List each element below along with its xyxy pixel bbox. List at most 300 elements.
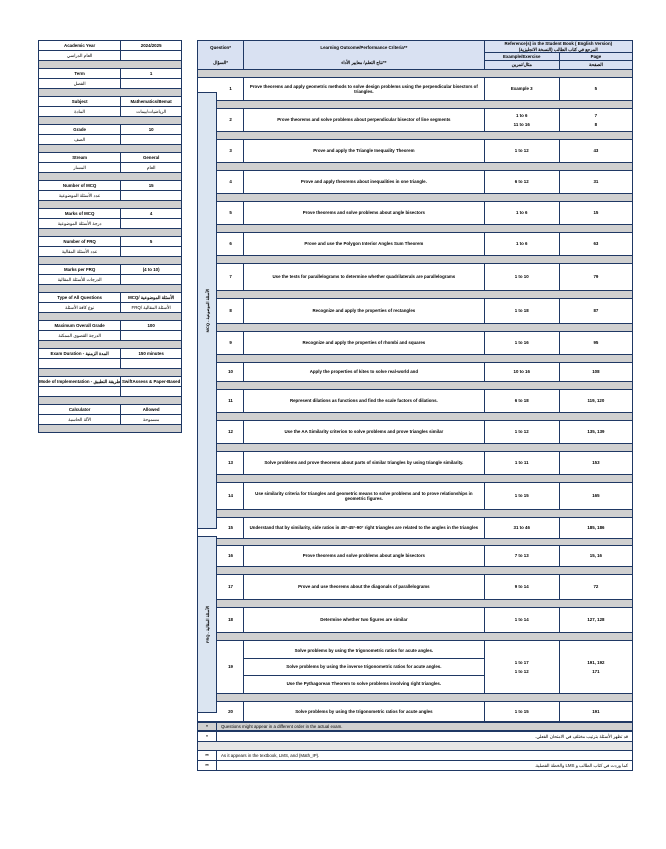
page-text: 63 <box>593 241 599 247</box>
info-spacer <box>39 397 182 405</box>
info-label-en: Maximum Overall Grade <box>54 322 105 328</box>
question-header-ar: السؤال* <box>213 60 228 65</box>
question-page <box>559 233 632 256</box>
info-label-en: Stream <box>72 154 88 160</box>
question-outcome <box>244 109 485 132</box>
info-value-text: (4 to 10) <box>142 266 160 272</box>
info-value <box>121 321 182 331</box>
info-row <box>39 293 182 303</box>
example-header-ar: مثال/تمرين <box>484 61 559 70</box>
question-number: 18 <box>198 608 244 633</box>
info-label <box>39 265 121 275</box>
outcome-text: Prove and use theorems about the diagonals of parallelograms <box>298 584 430 590</box>
question-example <box>484 264 559 291</box>
question-number: 2 <box>198 109 244 132</box>
question-number: 13 <box>198 452 244 475</box>
info-spacer <box>39 425 182 433</box>
info-row-ar <box>39 219 182 229</box>
example-text: 1 to 17 <box>514 659 529 665</box>
row-spacer <box>198 567 633 575</box>
question-page <box>559 140 632 163</box>
info-value <box>121 69 182 79</box>
question-example <box>484 202 559 225</box>
question-page <box>559 299 632 324</box>
row-spacer <box>198 475 633 483</box>
example-text-2: 1 to 12 <box>514 669 529 674</box>
question-outcome <box>244 332 485 355</box>
info-label-ar: الآلة الحاسبة <box>39 415 121 425</box>
example-text: 1 to 6 <box>515 112 528 118</box>
info-spacer <box>39 117 182 125</box>
info-value-ar: مسموحة <box>121 415 182 425</box>
question-page <box>559 78 632 101</box>
info-spacer <box>39 369 182 377</box>
question-outcome <box>244 452 485 475</box>
question-number: 5 <box>198 202 244 225</box>
question-example <box>484 641 559 694</box>
info-label-en: Number of FRQ <box>63 238 96 244</box>
info-row-ar <box>39 275 182 285</box>
question-page <box>559 171 632 194</box>
page-text: 31 <box>593 179 599 185</box>
question-example <box>484 140 559 163</box>
outcome-text-3: Use the Pythagorean Theorem to solve problems involving right triangles. <box>244 675 484 686</box>
info-label-en: Academic Year <box>64 42 96 48</box>
row-spacer <box>198 101 633 109</box>
info-value-ar <box>121 247 182 257</box>
info-value-ar: الرياضيات/بيمات <box>121 107 182 117</box>
info-row <box>39 41 182 51</box>
info-label-ar: الفصل <box>39 79 121 89</box>
question-page <box>559 332 632 355</box>
info-value-text: MCQ/ الأسئلة الموضوعية <box>128 294 175 300</box>
info-value <box>121 97 182 107</box>
info-row <box>39 69 182 79</box>
info-row-ar <box>39 415 182 425</box>
info-value <box>121 349 182 359</box>
row-spacer <box>198 444 633 452</box>
info-label-ar <box>39 359 121 369</box>
info-row-ar <box>39 247 182 257</box>
outcome-text: Apply the properties of kites to solve real-world and <box>309 369 419 375</box>
row-spacer <box>198 539 633 546</box>
outcome-text: Prove theorems and solve problems about perpendicular bisector of line segments <box>277 117 451 123</box>
info-row-ar <box>39 359 182 369</box>
info-row <box>39 181 182 191</box>
example-text: 1 to 6 <box>515 241 528 247</box>
question-outcome <box>244 546 485 567</box>
info-value-ar <box>121 79 182 89</box>
outcome-text: Solve problems and prove theorems about parts of similar triangles by using triangle similarity. <box>264 460 464 466</box>
reference-header-ar: المرجع في كتاب الطالب (النسخة الانجليزية) <box>518 46 598 52</box>
question-row <box>198 264 633 291</box>
info-label-ar: عدد الأسئلة المقالية <box>39 247 121 257</box>
question-number: 3 <box>198 140 244 163</box>
exam-info-body <box>39 41 182 433</box>
outcome-text: Prove and apply theorems about inequalities in one triangle. <box>300 179 427 185</box>
outcome-text: Use the AA Similarity criterion to solve problems and prove triangles similar <box>284 429 444 435</box>
info-value-text: 2024/2025 <box>140 42 162 48</box>
question-outcome <box>244 390 485 413</box>
info-label <box>39 293 121 303</box>
question-example <box>484 332 559 355</box>
question-page <box>559 363 632 382</box>
info-label <box>39 125 121 135</box>
outcome-text: Determine whether two figures are similar <box>320 617 408 623</box>
outcome-text: Prove theorems and apply geometric methods to solve design problems using the perpendicular bisectors of triangles. <box>249 83 478 94</box>
info-label-ar: عدد الأسئلة الموضوعية <box>39 191 121 201</box>
info-value-ar <box>121 331 182 341</box>
question-example <box>484 483 559 510</box>
example-text: 1 to 18 <box>514 308 529 314</box>
info-value <box>121 377 182 387</box>
info-label <box>39 209 121 219</box>
page-header-ar: الصفحة <box>559 61 632 70</box>
footnote-row <box>198 722 633 732</box>
question-example <box>484 299 559 324</box>
header-spacer <box>198 70 633 78</box>
outcome-header-en: Learning Outcome/Performance Criteria** <box>320 44 408 50</box>
reference-header-en: Reference(s) in the Student Book ( English Version) <box>504 41 613 47</box>
question-row <box>198 363 633 382</box>
question-page <box>559 575 632 600</box>
question-outcome <box>244 483 485 510</box>
info-value-text: Allowed <box>142 406 160 412</box>
footnote-key: * <box>198 722 217 732</box>
info-spacer <box>39 145 182 153</box>
info-label-en: Type of All Questions <box>57 294 102 300</box>
info-value <box>121 181 182 191</box>
row-spacer <box>198 510 633 518</box>
exam-coverage-table <box>197 40 633 731</box>
header-row-1 <box>198 41 633 53</box>
info-row <box>39 153 182 163</box>
info-label <box>39 41 121 51</box>
question-example <box>484 575 559 600</box>
info-label <box>39 181 121 191</box>
question-row <box>198 641 633 694</box>
info-value-ar <box>121 387 182 397</box>
info-label-en: Marks per FRQ <box>64 266 96 272</box>
footnote-text: As it appears in the textbook, LMS, and (Math_IP). <box>217 751 633 761</box>
question-number: 14 <box>198 483 244 510</box>
page-text: 87 <box>593 308 599 314</box>
question-page <box>559 702 632 723</box>
info-spacer <box>39 257 182 265</box>
info-value-ar <box>121 191 182 201</box>
info-label-en: Grade <box>73 126 86 132</box>
info-row <box>39 405 182 415</box>
question-outcome <box>244 421 485 444</box>
question-row <box>198 390 633 413</box>
outcome-text: Prove and apply the Triangle Inequality Theorem <box>313 148 415 154</box>
section-frq-label <box>197 536 217 713</box>
info-label-ar: نوع كافة الأسئلة <box>39 303 121 313</box>
info-label-en: Calculator <box>68 406 91 412</box>
info-value <box>121 125 182 135</box>
info-label <box>39 153 121 163</box>
question-header-en: Question* <box>210 44 231 50</box>
info-label-en: Mode of Implementation - طريقة التطبيق <box>39 378 121 384</box>
info-spacer <box>39 89 182 97</box>
question-example <box>484 518 559 539</box>
example-text: 31 to 46 <box>513 525 530 531</box>
example-text: 1 to 15 <box>514 493 529 499</box>
question-row <box>198 78 633 101</box>
row-spacer <box>198 225 633 233</box>
info-row <box>39 125 182 135</box>
info-label-ar: المسار <box>39 163 121 173</box>
question-outcome <box>244 264 485 291</box>
outcome-text: Prove theorems and solve problems about angle bisectors <box>302 210 425 216</box>
example-header-en: Example/Exercise <box>484 53 559 61</box>
page-text: 43 <box>593 148 599 154</box>
info-value-text: 15 <box>148 182 154 188</box>
info-value-ar <box>121 359 182 369</box>
info-row <box>39 97 182 107</box>
section-frq-label-text: FRQ - الأسئلة المقالية <box>204 606 210 643</box>
info-value-ar <box>121 135 182 145</box>
question-number: 8 <box>198 299 244 324</box>
question-row <box>198 608 633 633</box>
row-spacer <box>198 413 633 421</box>
info-value <box>121 153 182 163</box>
page-text: 15, 16 <box>589 553 603 559</box>
footnote-key: ** <box>198 751 217 761</box>
info-value-text: SwiftAssess & Paper-Based <box>121 378 181 384</box>
info-spacer <box>39 285 182 293</box>
info-row <box>39 209 182 219</box>
question-row <box>198 546 633 567</box>
question-outcome <box>244 363 485 382</box>
page-text-2: 171 <box>592 669 600 674</box>
info-label-ar: العام الدراسي <box>39 51 121 61</box>
question-outcome <box>244 202 485 225</box>
info-value <box>121 265 182 275</box>
outcome-text: Use the tests for parallelograms to determine whether quadrilaterals are parallelograms <box>272 274 456 280</box>
question-number: 6 <box>198 233 244 256</box>
footnote-row <box>198 732 633 742</box>
question-number: 15 <box>198 518 244 539</box>
info-value-text: 1 <box>149 70 153 76</box>
question-example <box>484 452 559 475</box>
question-outcome <box>244 233 485 256</box>
question-outcome <box>244 608 485 633</box>
page-text-2: 8 <box>594 122 598 127</box>
outcome-text: Recognize and apply the properties of rhombi and squares <box>302 340 426 346</box>
info-label-ar <box>39 387 121 397</box>
info-label-ar: الدرجة القصوى الممكنة <box>39 331 121 341</box>
info-value-text: 100 <box>147 322 155 328</box>
row-spacer <box>198 355 633 363</box>
page-text: 7 <box>594 112 598 118</box>
info-spacer <box>39 173 182 181</box>
row-spacer <box>198 633 633 641</box>
info-value <box>121 41 182 51</box>
question-row <box>198 202 633 225</box>
question-number: 12 <box>198 421 244 444</box>
page-text: 15 <box>593 210 599 216</box>
question-outcome <box>244 299 485 324</box>
row-spacer <box>198 256 633 264</box>
info-value-text: General <box>142 154 160 160</box>
outcome-text: Recognize and apply the properties of rectangles <box>312 308 416 314</box>
question-example <box>484 233 559 256</box>
info-label <box>39 349 121 359</box>
question-outcome <box>244 78 485 101</box>
question-example <box>484 390 559 413</box>
footnotes-body <box>198 722 633 771</box>
info-row-ar <box>39 331 182 341</box>
footnote-text: Questions might appear in a different order in the actual exam. <box>217 722 633 732</box>
question-number: 17 <box>198 575 244 600</box>
footnote-text: كما وردت في كتاب الطالب و LMS والخطة الفصلية. <box>217 761 633 771</box>
example-text: Example 3 <box>510 86 533 92</box>
footnote-row <box>198 751 633 761</box>
outcome-header-ar: نتاج التعلم/ معايير الأداء** <box>341 60 387 65</box>
info-value <box>121 293 182 303</box>
page-text: 135, 139 <box>587 429 605 435</box>
question-example <box>484 78 559 101</box>
question-row <box>198 702 633 723</box>
info-spacer <box>39 229 182 237</box>
section-mcq-label <box>197 92 217 529</box>
info-spacer <box>39 313 182 321</box>
question-example <box>484 546 559 567</box>
row-spacer <box>198 163 633 171</box>
question-page <box>559 546 632 567</box>
question-number: 16 <box>198 546 244 567</box>
example-text: 6 to 18 <box>514 398 529 404</box>
info-value <box>121 405 182 415</box>
info-row <box>39 265 182 275</box>
question-row <box>198 233 633 256</box>
page-text: 95 <box>593 340 599 346</box>
question-row <box>198 140 633 163</box>
question-outcome <box>244 140 485 163</box>
footnote-key: * <box>198 732 217 742</box>
footnotes-table <box>197 721 633 771</box>
example-text: 1 to 12 <box>514 429 529 435</box>
info-label-en: Exam Duration - المدة الزمنية <box>50 350 109 356</box>
example-text: 1 to 14 <box>514 617 529 623</box>
question-page <box>559 390 632 413</box>
info-label-ar: درجة الأسئلة الموضوعية <box>39 219 121 229</box>
outcome-text: Use similarity criteria for triangles and geometric means to solve problems and to prove relationships in geometric figures. <box>255 490 473 501</box>
info-label <box>39 405 121 415</box>
info-spacer <box>39 61 182 69</box>
outcome-header <box>244 41 485 70</box>
row-spacer <box>198 600 633 608</box>
info-value-text: 150 minutes <box>138 350 164 356</box>
info-label-ar: الدرجات للأسئلة المقالية <box>39 275 121 285</box>
row-spacer <box>198 291 633 299</box>
page-text: 165 <box>592 493 600 499</box>
row-spacer <box>198 194 633 202</box>
question-number: 19 <box>198 641 244 694</box>
question-rows <box>198 78 633 731</box>
question-example <box>484 363 559 382</box>
question-page <box>559 518 632 539</box>
footnote-spacer <box>198 742 633 751</box>
info-row <box>39 377 182 387</box>
info-spacer <box>39 341 182 349</box>
question-page <box>559 109 632 132</box>
question-row <box>198 332 633 355</box>
question-page <box>559 264 632 291</box>
question-row <box>198 575 633 600</box>
info-label-en: Number of MCQ <box>62 182 97 188</box>
outcome-text: Solve problems by using the trigonometric ratios for acute angles <box>295 709 433 715</box>
page-text: 72 <box>593 584 599 590</box>
info-value-ar <box>121 51 182 61</box>
info-label <box>39 377 121 387</box>
question-outcome <box>244 518 485 539</box>
example-text: 9 to 14 <box>514 584 529 590</box>
question-example <box>484 109 559 132</box>
info-row-ar <box>39 79 182 89</box>
example-text: 6 to 12 <box>514 179 529 185</box>
question-outcome <box>244 702 485 723</box>
question-page <box>559 483 632 510</box>
info-value-ar: FRQ/ الأسئلة المقالية <box>121 303 182 313</box>
info-label <box>39 237 121 247</box>
info-label-en: Term <box>74 70 85 76</box>
info-value-text: 10 <box>148 126 154 132</box>
question-number: 9 <box>198 332 244 355</box>
row-spacer <box>198 132 633 140</box>
question-number: 4 <box>198 171 244 194</box>
question-example <box>484 171 559 194</box>
reference-header <box>484 41 632 53</box>
question-row <box>198 452 633 475</box>
outcome-text: Represent dilations as functions and find the scale factors of dilations. <box>289 398 438 404</box>
page-text: 191, 192 <box>587 659 605 665</box>
example-text: 1 to 16 <box>514 340 529 346</box>
info-row-ar <box>39 191 182 201</box>
question-row <box>198 518 633 539</box>
question-number: 11 <box>198 390 244 413</box>
example-text-2: 11 to 16 <box>513 122 530 127</box>
row-spacer <box>198 324 633 332</box>
outcome-text-2: Solve problems by using the inverse trigonometric ratios for acute angles. <box>244 658 484 669</box>
question-outcome <box>244 171 485 194</box>
info-label <box>39 69 121 79</box>
question-header <box>198 41 244 70</box>
info-value-text: 5 <box>149 238 153 244</box>
example-text: 1 to 15 <box>514 709 529 715</box>
info-row-ar <box>39 51 182 61</box>
info-label-en: Subject <box>71 98 88 104</box>
page-text: 185, 186 <box>587 525 605 531</box>
question-number: 1 <box>198 78 244 101</box>
example-text: 1 to 10 <box>514 274 529 280</box>
question-page <box>559 608 632 633</box>
page-text: 153 <box>592 460 600 466</box>
row-spacer <box>198 382 633 390</box>
footnote-text: قد تظهر الأسئلة بترتيب مختلف في الامتحان الفعلي. <box>217 732 633 742</box>
example-text: 7 to 13 <box>514 553 529 559</box>
question-example <box>484 608 559 633</box>
info-label-ar: الصف <box>39 135 121 145</box>
example-text: 1 to 12 <box>514 148 529 154</box>
question-outcome <box>244 641 485 694</box>
info-row <box>39 237 182 247</box>
example-text: 10 to 16 <box>513 369 530 375</box>
info-row-ar <box>39 107 182 117</box>
info-label-ar: المادة <box>39 107 121 117</box>
outcome-text: Prove theorems and solve problems about angle bisectors <box>302 553 425 559</box>
